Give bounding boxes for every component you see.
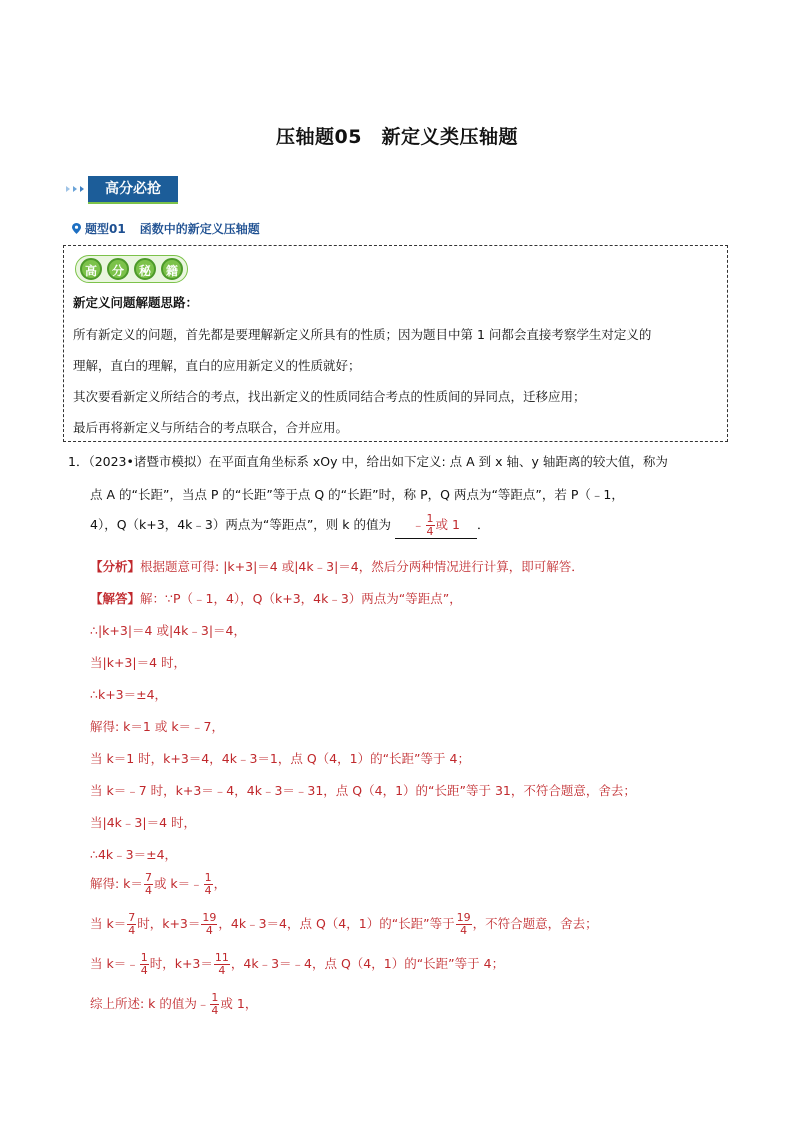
tips-line: 其次要看新定义所结合的考点，找出新定义的性质同结合考点的性质间的异同点，迁移应用； (73, 389, 586, 404)
question-line-1 (68, 452, 668, 470)
solution-text: 或 k＝﹣ (153, 876, 203, 891)
solution-text: 或 1， (220, 996, 258, 1011)
fraction: $\frac{7}{4}$ (128, 911, 136, 937)
analysis-text: 根据题意可得: |k+3|＝4 或|4k﹣3|＝4，然后分两种情况进行计算，即可解答． (140, 559, 584, 574)
fraction: $\frac{1}{4}$ (204, 871, 212, 897)
solution-line: 当|k+3|＝4 时， (90, 655, 187, 670)
question-number: 1． (68, 454, 89, 469)
page-title: 压轴题05 新定义类压轴题 (276, 126, 518, 148)
solution-line: 当 k＝1 时，k+3＝4，4k﹣3＝1，点 Q（4，1）的“长距”等于 4； (90, 751, 470, 766)
fraction: $\frac{11}{4}$ (214, 951, 229, 977)
solution-line (90, 589, 462, 607)
solution-text: 当 k＝﹣ (90, 956, 139, 971)
tips-line: 所有新定义的问题，首先都是要理解新定义所具有的性质；因为题目中第 1 问都会直接考察学生对定义的 (73, 327, 652, 342)
solution-text: 时，k+3＝ (137, 916, 201, 931)
question-text: 4），Q（k+3，4k﹣3）两点为“等距点”，则 k 的值为 (90, 517, 391, 532)
answer-blank (395, 513, 477, 539)
section-banner (66, 176, 178, 204)
solution-line: ∴k+3＝±4， (90, 687, 168, 702)
answer-fraction: $\frac{1}{4}$ (426, 512, 434, 538)
tips-badges (75, 255, 188, 283)
fraction: $\frac{1}{4}$ (140, 951, 148, 977)
solution-line (90, 992, 257, 1017)
tips-line: 理解，直白的理解，直白的应用新定义的性质就好； (73, 358, 361, 373)
fraction: $\frac{7}{4}$ (144, 871, 152, 897)
solution-line: 当 k＝﹣7 时，k+3＝﹣4，4k﹣3＝﹣31，点 Q（4，1）的“长距”等于 31，不符合题意，舍去； (90, 783, 636, 798)
badge-char: 分 (107, 258, 129, 280)
solution-text: 综上所述: k 的值为﹣ (90, 996, 210, 1011)
topic-name: 函数中的新定义压轴题 (139, 222, 260, 236)
question-line-3 (90, 513, 490, 539)
banner-label: 高分必抢 (105, 181, 161, 197)
question-text: 在平面直角坐标系 xOy 中，给出如下定义: 点 A 到 x 轴、y 轴距离的较大值，称为 (208, 454, 668, 469)
solution-line (90, 952, 504, 977)
answer-tail: 或 1 (435, 517, 460, 532)
fraction: $\frac{19}{4}$ (456, 911, 471, 937)
solution-text: 解：∵P（﹣1，4），Q（k+3，4k﹣3）两点为“等距点”， (140, 591, 462, 606)
question-line-2: 点 A 的“长距”，当点 P 的“长距”等于点 Q 的“长距”时，称 P，Q 两点为“等距点”，若 P（﹣1， (90, 487, 624, 502)
analysis-tag: 【分析】 (90, 559, 141, 574)
solution-line: ∴4k﹣3＝±4， (90, 847, 178, 862)
question-period: ． (476, 517, 490, 532)
topic-heading (72, 220, 260, 237)
badge-char: 秘 (134, 258, 156, 280)
question-source: （2023•诸暨市模拟） (88, 454, 209, 469)
fraction: $\frac{19}{4}$ (202, 911, 217, 937)
tips-heading: 新定义问题解题思路： (73, 295, 199, 310)
fraction: $\frac{1}{4}$ (211, 991, 219, 1017)
solution-text: 解得: k＝ (90, 876, 143, 891)
answer-sign: ﹣ (412, 517, 425, 532)
solution-text: ，4k﹣3＝﹣4，点 Q（4，1）的“长距”等于 4； (230, 956, 505, 971)
solution-text: 时，k+3＝ (149, 956, 213, 971)
solution-line: 解得: k＝ $\frac{7}{4}$ 或 k＝﹣ $\frac{1}{4}$ ， (90, 871, 227, 897)
solution-text: 当 k＝ (90, 916, 127, 931)
solution-line: 解得: k＝1 或 k＝﹣7， (90, 719, 225, 734)
solution-tag: 【解答】 (90, 591, 141, 606)
topic-tag: 题型01 (85, 222, 126, 236)
tips-line: 最后再将新定义与所结合的考点联合，合并应用。 (73, 420, 349, 435)
solution-text: ，4k﹣3＝4，点 Q（4，1）的“长距”等于 (218, 916, 455, 931)
badge-char: 高 (80, 258, 102, 280)
badge-char: 籍 (161, 258, 183, 280)
solution-line: ∴|k+3|＝4 或|4k﹣3|＝4， (90, 623, 246, 638)
location-pin-icon (72, 223, 81, 234)
solution-line (90, 912, 598, 937)
solution-text: ，不符合题意，舍去； (472, 916, 598, 931)
analysis-line (90, 557, 584, 575)
solution-line: 当|4k﹣3|＝4 时， (90, 815, 196, 830)
